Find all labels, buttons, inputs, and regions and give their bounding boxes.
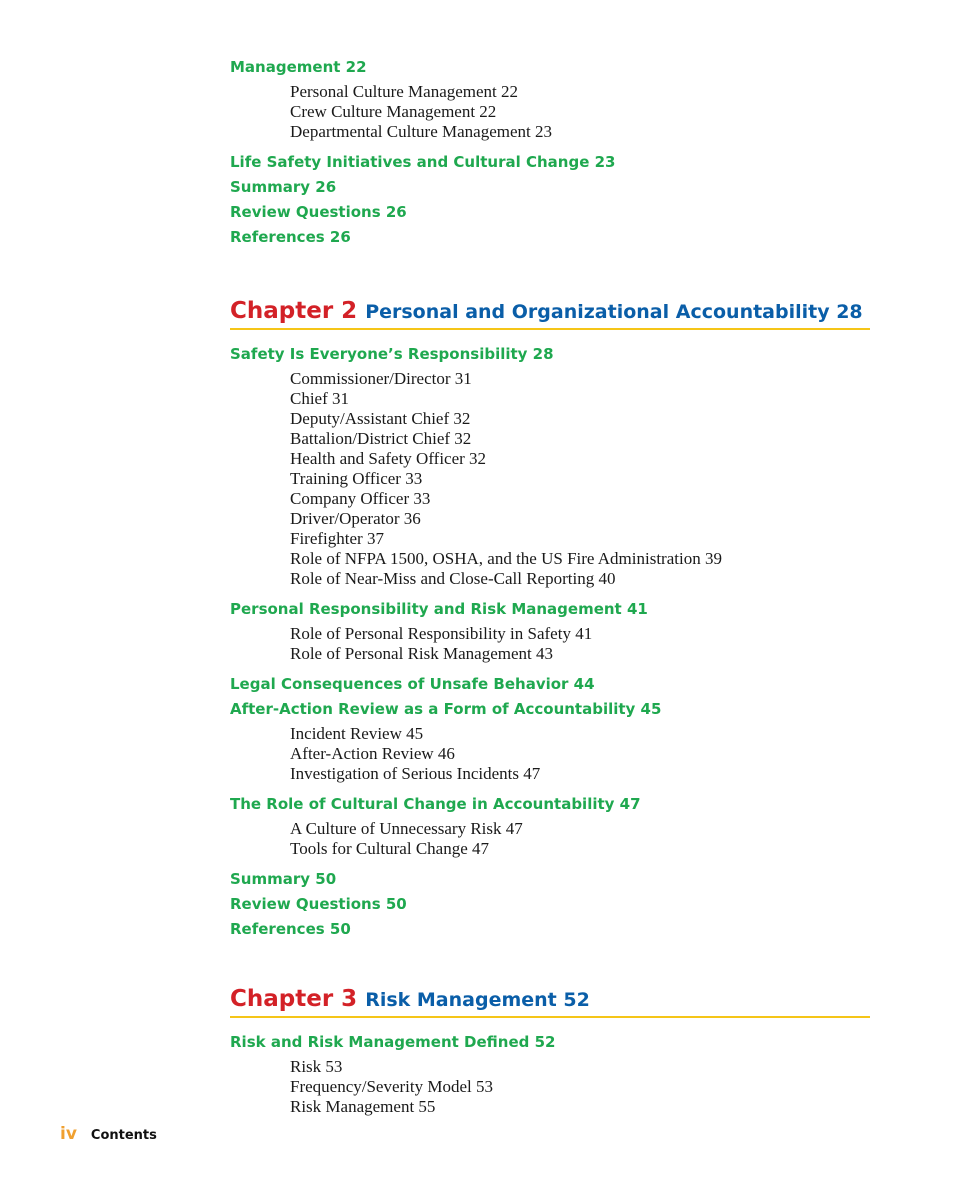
toc-section-after-action-form[interactable]: After-Action Review as a Form of Accountability 45: [230, 700, 662, 718]
toc-subsection-crew-culture[interactable]: Crew Culture Management 22: [290, 102, 497, 121]
chapter-3-heading[interactable]: [230, 984, 590, 1017]
toc-subsection-firefighter[interactable]: Firefighter 37: [290, 529, 384, 548]
running-head: Contents: [90, 1128, 157, 1143]
chapter-2-title: Personal and Organizational Accountability 28: [365, 301, 863, 323]
toc-subsection-training-officer[interactable]: Training Officer 33: [290, 469, 423, 488]
toc-subsection-commissioner[interactable]: Commissioner/Director 31: [290, 369, 472, 388]
toc-subsection-risk[interactable]: Risk 53: [290, 1057, 343, 1076]
toc-subsection-deputy[interactable]: Deputy/Assistant Chief 32: [290, 409, 471, 428]
toc-section-references[interactable]: References 26: [230, 228, 351, 246]
toc-section-legal-consequences[interactable]: Legal Consequences of Unsafe Behavior 44: [230, 675, 595, 693]
toc-section-ch2-references[interactable]: References 50: [230, 920, 351, 938]
toc-subsection-chief[interactable]: Chief 31: [290, 389, 350, 408]
toc-subsection-tools-cultural-change[interactable]: Tools for Cultural Change 47: [290, 839, 490, 858]
toc-subsection-role-personal-responsibility[interactable]: Role of Personal Responsibility in Safety 41: [290, 624, 593, 643]
toc-section-role-cultural-change[interactable]: The Role of Cultural Change in Accountability 47: [230, 795, 641, 813]
page-footer: [60, 1124, 157, 1144]
toc-subsection-role-near-miss[interactable]: Role of Near-Miss and Close-Call Reporting 40: [290, 569, 616, 588]
chapter-3-title: Risk Management 52: [365, 989, 590, 1011]
chapter-2-rule: [230, 328, 870, 330]
toc-section-ch2-summary[interactable]: Summary 50: [230, 870, 337, 888]
chapter-2-label: Chapter 2: [230, 298, 358, 324]
toc-subsection-culture-unnecessary-risk[interactable]: A Culture of Unnecessary Risk 47: [290, 819, 523, 838]
toc-subsection-driver-operator[interactable]: Driver/Operator 36: [290, 509, 421, 528]
toc-subsection-battalion[interactable]: Battalion/District Chief 32: [290, 429, 472, 448]
toc-section-personal-responsibility[interactable]: Personal Responsibility and Risk Management 41: [230, 600, 648, 618]
toc-subsection-frequency-severity[interactable]: Frequency/Severity Model 53: [290, 1077, 494, 1096]
toc-subsection-company-officer[interactable]: Company Officer 33: [290, 489, 431, 508]
toc-section-review-questions[interactable]: Review Questions 26: [230, 203, 407, 221]
toc-subsection-incident-review[interactable]: Incident Review 45: [290, 724, 424, 743]
page-number: iv: [60, 1124, 77, 1144]
toc-section-safety-everyone[interactable]: Safety Is Everyone’s Responsibility 28: [230, 345, 554, 363]
chapter-3-label: Chapter 3: [230, 986, 358, 1012]
toc-subsection-investigation[interactable]: Investigation of Serious Incidents 47: [290, 764, 541, 783]
toc-subsection-risk-management[interactable]: Risk Management 55: [290, 1097, 436, 1116]
toc-section-summary[interactable]: Summary 26: [230, 178, 337, 196]
toc-subsection-departmental-culture[interactable]: Departmental Culture Management 23: [290, 122, 552, 141]
toc-section-life-safety[interactable]: Life Safety Initiatives and Cultural Change 23: [230, 153, 616, 171]
toc-section-ch2-review-questions[interactable]: Review Questions 50: [230, 895, 407, 913]
chapter-3-rule: [230, 1016, 870, 1018]
toc-section-management[interactable]: Management 22: [230, 58, 367, 76]
toc-subsection-role-personal-risk[interactable]: Role of Personal Risk Management 43: [290, 644, 553, 663]
toc-subsection-role-nfpa[interactable]: Role of NFPA 1500, OSHA, and the US Fire Administration 39: [290, 549, 722, 568]
toc-subsection-health-safety-officer[interactable]: Health and Safety Officer 32: [290, 449, 487, 468]
toc-section-risk-defined[interactable]: Risk and Risk Management Defined 52: [230, 1033, 556, 1051]
chapter-2-heading[interactable]: [230, 296, 863, 329]
toc-subsection-personal-culture[interactable]: Personal Culture Management 22: [290, 82, 519, 101]
toc-subsection-after-action-review[interactable]: After-Action Review 46: [290, 744, 455, 763]
